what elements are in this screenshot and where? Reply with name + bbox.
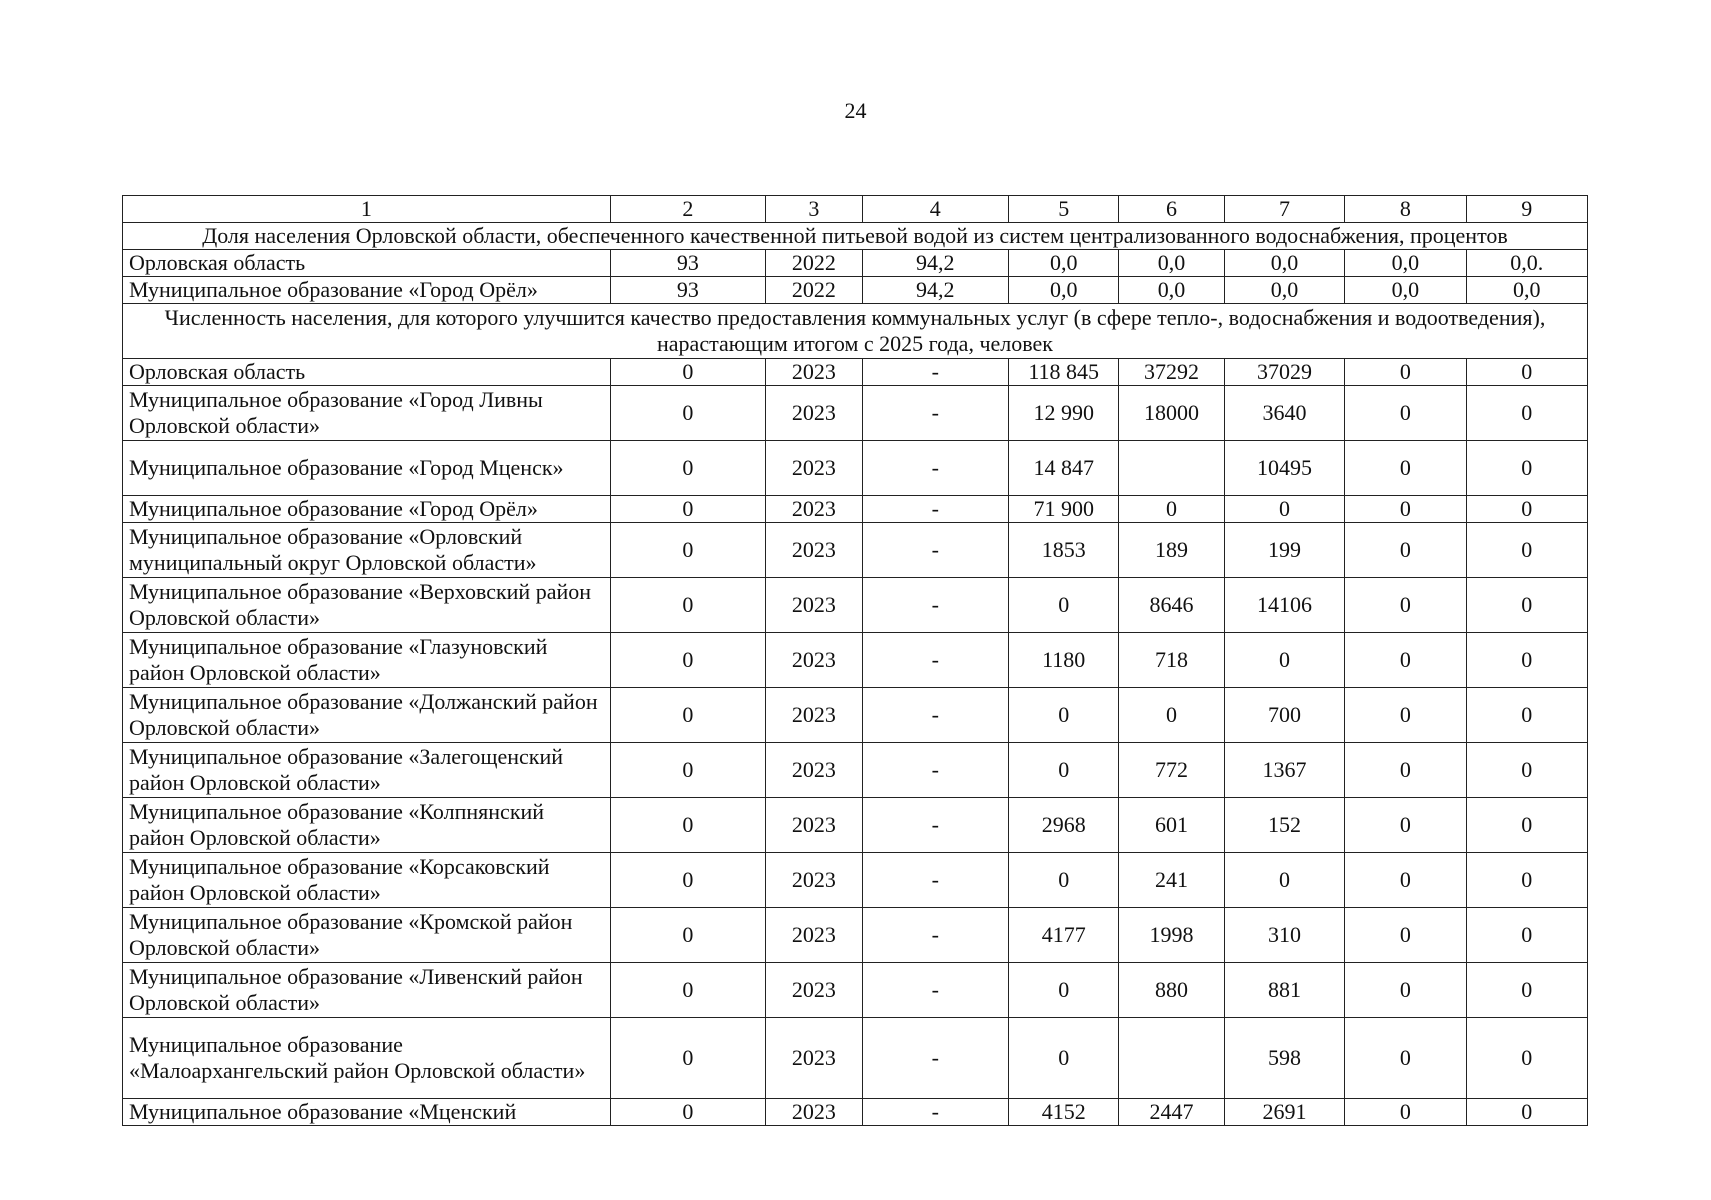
- value-cell-c9: 0: [1466, 496, 1587, 523]
- table-row: [123, 441, 1588, 496]
- column-header: 5: [1009, 196, 1119, 223]
- value-cell-c9: 0,0: [1466, 277, 1587, 304]
- value-cell-c4: -: [862, 1018, 1009, 1099]
- row-name-cell: Орловская область: [123, 359, 611, 386]
- value-cell-c8: 0: [1345, 441, 1466, 496]
- value-cell-c9: 0: [1466, 386, 1587, 441]
- value-cell-c2: 0: [610, 633, 766, 688]
- section-title: Доля населения Орловской области, обеспеченного качественной питьевой водой из систем централизованного водоснабжения, процентов: [123, 223, 1588, 250]
- value-cell-c2: 0: [610, 798, 766, 853]
- value-cell-c4: -: [862, 743, 1009, 798]
- value-cell-c8: 0: [1345, 853, 1466, 908]
- value-cell-c3: 2023: [766, 908, 862, 963]
- table-row: [123, 277, 1588, 304]
- column-header: 3: [766, 196, 862, 223]
- value-cell-c6: 0: [1119, 496, 1224, 523]
- value-cell-c4: -: [862, 441, 1009, 496]
- value-cell-c3: 2023: [766, 523, 862, 578]
- section-title: Численность населения, для которого улучшится качество предоставления коммунальных услуг (в сфере тепло-, водоснабжения и водоотведения), нарастающим итогом с 2025 года, человек: [123, 304, 1588, 359]
- value-cell-c7: 310: [1224, 908, 1344, 963]
- table-row: [123, 853, 1588, 908]
- value-cell-c3: 2023: [766, 963, 862, 1018]
- value-cell-c6: 18000: [1119, 386, 1224, 441]
- value-cell-c6: 0,0: [1119, 277, 1224, 304]
- value-cell-c3: 2023: [766, 853, 862, 908]
- table-row: [123, 359, 1588, 386]
- value-cell-c9: 0: [1466, 1018, 1587, 1099]
- value-cell-c6: 718: [1119, 633, 1224, 688]
- value-cell-c9: 0,0.: [1466, 250, 1587, 277]
- value-cell-c5: 0,0: [1009, 250, 1119, 277]
- value-cell-c7: 2691: [1224, 1099, 1344, 1126]
- value-cell-c3: 2023: [766, 359, 862, 386]
- row-name-cell: Муниципальное образование «Город Ливны Орловской области»: [123, 386, 611, 441]
- row-name-cell: Муниципальное образование «Колпнянский район Орловской области»: [123, 798, 611, 853]
- row-name-cell: Муниципальное образование «Ливенский район Орловской области»: [123, 963, 611, 1018]
- value-cell-c4: -: [862, 963, 1009, 1018]
- value-cell-c5: 0: [1009, 578, 1119, 633]
- value-cell-c6: 8646: [1119, 578, 1224, 633]
- value-cell-c5: 0,0: [1009, 277, 1119, 304]
- table-row: [123, 688, 1588, 743]
- value-cell-c8: 0,0: [1345, 250, 1466, 277]
- value-cell-c2: 0: [610, 853, 766, 908]
- value-cell-c2: 0: [610, 1018, 766, 1099]
- value-cell-c5: 0: [1009, 1018, 1119, 1099]
- value-cell-c8: 0: [1345, 386, 1466, 441]
- value-cell-c8: 0: [1345, 798, 1466, 853]
- value-cell-c5: 1853: [1009, 523, 1119, 578]
- table-row: [123, 386, 1588, 441]
- value-cell-c5: 2968: [1009, 798, 1119, 853]
- value-cell-c2: 0: [610, 688, 766, 743]
- value-cell-c4: -: [862, 798, 1009, 853]
- value-cell-c8: 0: [1345, 963, 1466, 1018]
- row-name-cell: Муниципальное образование «Залегощенский район Орловской области»: [123, 743, 611, 798]
- value-cell-c9: 0: [1466, 633, 1587, 688]
- value-cell-c8: 0: [1345, 688, 1466, 743]
- value-cell-c4: -: [862, 496, 1009, 523]
- value-cell-c6: 241: [1119, 853, 1224, 908]
- value-cell-c2: 0: [610, 1099, 766, 1126]
- section-title-row: [123, 304, 1588, 359]
- value-cell-c8: 0: [1345, 359, 1466, 386]
- value-cell-c2: 0: [610, 359, 766, 386]
- value-cell-c4: -: [862, 633, 1009, 688]
- value-cell-c5: 0: [1009, 743, 1119, 798]
- value-cell-c4: -: [862, 688, 1009, 743]
- value-cell-c2: 0: [610, 908, 766, 963]
- value-cell-c2: 0: [610, 386, 766, 441]
- row-name-cell: Муниципальное образование «Должанский район Орловской области»: [123, 688, 611, 743]
- row-name-cell: Муниципальное образование «Город Орёл»: [123, 277, 611, 304]
- value-cell-c9: 0: [1466, 523, 1587, 578]
- value-cell-c4: 94,2: [862, 277, 1009, 304]
- value-cell-c3: 2023: [766, 441, 862, 496]
- table-row: [123, 743, 1588, 798]
- value-cell-c9: 0: [1466, 908, 1587, 963]
- value-cell-c8: 0: [1345, 908, 1466, 963]
- table-row: [123, 633, 1588, 688]
- value-cell-c2: 0: [610, 743, 766, 798]
- table-row: [123, 963, 1588, 1018]
- value-cell-c2: 0: [610, 523, 766, 578]
- column-header: 9: [1466, 196, 1587, 223]
- value-cell-c3: 2023: [766, 1099, 862, 1126]
- value-cell-c7: 881: [1224, 963, 1344, 1018]
- value-cell-c8: 0: [1345, 743, 1466, 798]
- value-cell-c3: 2023: [766, 578, 862, 633]
- row-name-cell: Муниципальное образование «Город Орёл»: [123, 496, 611, 523]
- column-header: 2: [610, 196, 766, 223]
- value-cell-c5: 0: [1009, 963, 1119, 1018]
- row-name-cell: Муниципальное образование «Город Мценск»: [123, 441, 611, 496]
- value-cell-c8: 0: [1345, 578, 1466, 633]
- column-header: 8: [1345, 196, 1466, 223]
- column-number-row: [123, 196, 1588, 223]
- table-row: [123, 578, 1588, 633]
- value-cell-c4: -: [862, 853, 1009, 908]
- value-cell-c9: 0: [1466, 853, 1587, 908]
- value-cell-c6: 2447: [1119, 1099, 1224, 1126]
- value-cell-c3: 2022: [766, 277, 862, 304]
- value-cell-c7: 700: [1224, 688, 1344, 743]
- value-cell-c6: 1998: [1119, 908, 1224, 963]
- value-cell-c3: 2023: [766, 688, 862, 743]
- value-cell-c5: 1180: [1009, 633, 1119, 688]
- value-cell-c4: -: [862, 908, 1009, 963]
- value-cell-c6: 189: [1119, 523, 1224, 578]
- table-row: [123, 250, 1588, 277]
- value-cell-c4: -: [862, 386, 1009, 441]
- value-cell-c5: 71 900: [1009, 496, 1119, 523]
- value-cell-c8: 0: [1345, 1099, 1466, 1126]
- value-cell-c7: 0: [1224, 496, 1344, 523]
- value-cell-c5: 0: [1009, 688, 1119, 743]
- column-header: 1: [123, 196, 611, 223]
- value-cell-c3: 2023: [766, 386, 862, 441]
- value-cell-c4: -: [862, 1099, 1009, 1126]
- value-cell-c7: 0,0: [1224, 250, 1344, 277]
- value-cell-c9: 0: [1466, 1099, 1587, 1126]
- value-cell-c7: 152: [1224, 798, 1344, 853]
- value-cell-c3: 2023: [766, 1018, 862, 1099]
- value-cell-c7: 14106: [1224, 578, 1344, 633]
- row-name-cell: Муниципальное образование «Корсаковский район Орловской области»: [123, 853, 611, 908]
- value-cell-c7: 598: [1224, 1018, 1344, 1099]
- value-cell-c2: 0: [610, 963, 766, 1018]
- table-row: [123, 908, 1588, 963]
- value-cell-c7: 1367: [1224, 743, 1344, 798]
- value-cell-c3: 2023: [766, 496, 862, 523]
- value-cell-c5: 12 990: [1009, 386, 1119, 441]
- value-cell-c2: 93: [610, 250, 766, 277]
- value-cell-c6: 880: [1119, 963, 1224, 1018]
- value-cell-c7: 0: [1224, 633, 1344, 688]
- value-cell-c4: -: [862, 359, 1009, 386]
- value-cell-c3: 2023: [766, 633, 862, 688]
- value-cell-c8: 0,0: [1345, 277, 1466, 304]
- value-cell-c2: 0: [610, 578, 766, 633]
- value-cell-c5: 14 847: [1009, 441, 1119, 496]
- value-cell-c7: 0,0: [1224, 277, 1344, 304]
- section-title-row: [123, 223, 1588, 250]
- table-row: [123, 1099, 1588, 1126]
- table-row: [123, 496, 1588, 523]
- table-row: [123, 523, 1588, 578]
- column-header: 4: [862, 196, 1009, 223]
- value-cell-c7: 3640: [1224, 386, 1344, 441]
- row-name-cell: Муниципальное образование «Глазуновский район Орловской области»: [123, 633, 611, 688]
- column-header: 7: [1224, 196, 1344, 223]
- value-cell-c7: 199: [1224, 523, 1344, 578]
- value-cell-c2: 0: [610, 441, 766, 496]
- value-cell-c6: 601: [1119, 798, 1224, 853]
- value-cell-c5: 118 845: [1009, 359, 1119, 386]
- row-name-cell: Муниципальное образование «Кромской район Орловской области»: [123, 908, 611, 963]
- value-cell-c9: 0: [1466, 359, 1587, 386]
- section-1-body: [123, 250, 1588, 304]
- value-cell-c6: [1119, 1018, 1224, 1099]
- value-cell-c5: 4177: [1009, 908, 1119, 963]
- value-cell-c9: 0: [1466, 441, 1587, 496]
- value-cell-c7: 10495: [1224, 441, 1344, 496]
- row-name-cell: Орловская область: [123, 250, 611, 277]
- value-cell-c6: 37292: [1119, 359, 1224, 386]
- value-cell-c4: 94,2: [862, 250, 1009, 277]
- value-cell-c7: 37029: [1224, 359, 1344, 386]
- value-cell-c5: 4152: [1009, 1099, 1119, 1126]
- value-cell-c6: 772: [1119, 743, 1224, 798]
- section-2-body: [123, 359, 1588, 1126]
- value-cell-c2: 93: [610, 277, 766, 304]
- table-row: [123, 1018, 1588, 1099]
- page-number: 24: [844, 98, 867, 123]
- value-cell-c4: -: [862, 578, 1009, 633]
- value-cell-c9: 0: [1466, 798, 1587, 853]
- value-cell-c9: 0: [1466, 688, 1587, 743]
- value-cell-c3: 2023: [766, 743, 862, 798]
- row-name-cell: Муниципальное образование «Мценский: [123, 1099, 611, 1126]
- value-cell-c8: 0: [1345, 633, 1466, 688]
- value-cell-c7: 0: [1224, 853, 1344, 908]
- value-cell-c5: 0: [1009, 853, 1119, 908]
- column-header: 6: [1119, 196, 1224, 223]
- value-cell-c8: 0: [1345, 523, 1466, 578]
- value-cell-c3: 2022: [766, 250, 862, 277]
- value-cell-c9: 0: [1466, 743, 1587, 798]
- row-name-cell: Муниципальное образование «Малоархангельский район Орловской области»: [123, 1018, 611, 1099]
- table-row: [123, 798, 1588, 853]
- value-cell-c2: 0: [610, 496, 766, 523]
- value-cell-c6: [1119, 441, 1224, 496]
- value-cell-c6: 0: [1119, 688, 1224, 743]
- value-cell-c8: 0: [1345, 496, 1466, 523]
- value-cell-c6: 0,0: [1119, 250, 1224, 277]
- value-cell-c4: -: [862, 523, 1009, 578]
- row-name-cell: Муниципальное образование «Верховский район Орловской области»: [123, 578, 611, 633]
- indicators-table: [122, 195, 1588, 1126]
- row-name-cell: Муниципальное образование «Орловский муниципальный округ Орловской области»: [123, 523, 611, 578]
- value-cell-c9: 0: [1466, 963, 1587, 1018]
- value-cell-c9: 0: [1466, 578, 1587, 633]
- value-cell-c3: 2023: [766, 798, 862, 853]
- value-cell-c8: 0: [1345, 1018, 1466, 1099]
